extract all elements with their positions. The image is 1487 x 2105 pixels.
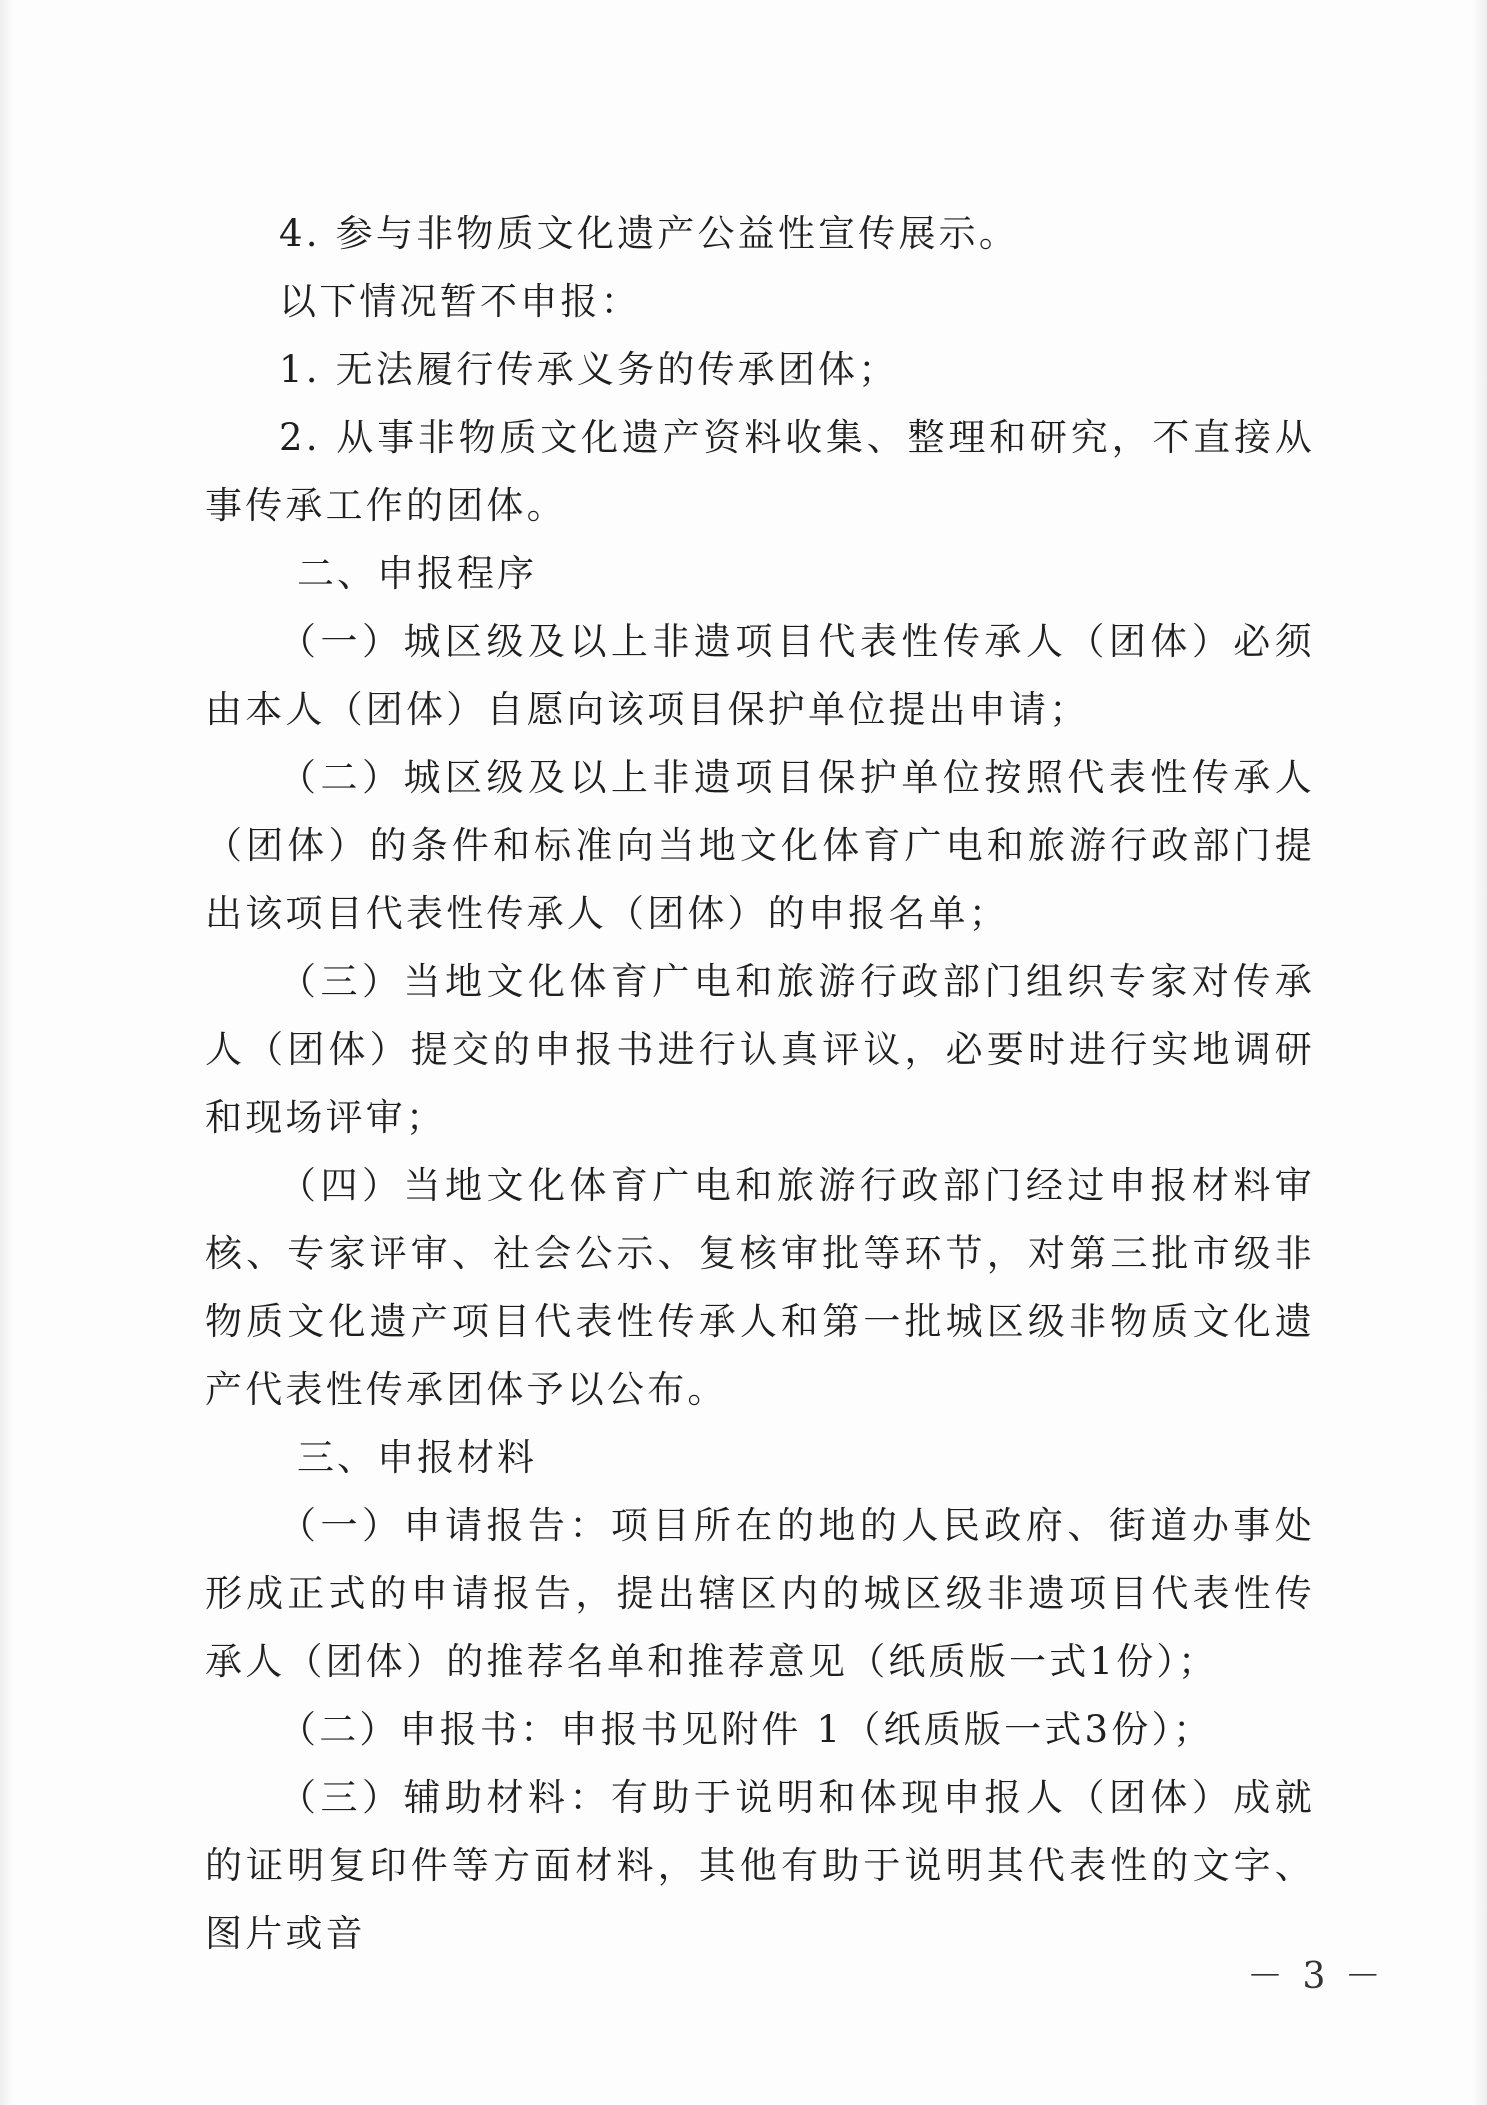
paragraph-exclusion-2: 2. 从事非物质文化遗产资料收集、整理和研究，不直接从事传承工作的团体。	[205, 416, 1315, 527]
paragraph-procedure-4: （四）当地文化体育广电和旅游行政部门经过申报材料审核、专家评审、社会公示、复核审批等环节，对第三批市级非物质文化遗产项目代表性传承人和第一批城区级非物质文化遗产代表性传承团体予以公布。	[205, 1164, 1315, 1411]
paragraph-exclusions-intro: 以下情况暂不申报：	[279, 280, 641, 323]
paragraph-procedure-3: （三）当地文化体育广电和旅游行政部门组织专家对传承人（团体）提交的申报书进行认真评议，必要时进行实地调研和现场评审；	[205, 960, 1315, 1139]
paragraph-materials-2: （二）申报书：申报书见附件 1（纸质版一式3份）；	[279, 1708, 1214, 1751]
section-heading-procedure: 二、申报程序	[297, 552, 537, 595]
paragraph-materials-3: （三）辅助材料：有助于说明和体现申报人（团体）成就的证明复印件等方面材料，其他有助于说明其代表性的文字、图片或音	[205, 1776, 1315, 1955]
page-number: － 3 －	[1247, 1956, 1385, 1997]
scan-edge-left	[0, 0, 14, 2105]
paragraph-exclusion-1: 1. 无法履行传承义务的传承团体；	[279, 348, 899, 391]
paragraph-materials-1: （一）申请报告：项目所在的地的人民政府、街道办事处形成正式的申请报告，提出辖区内的城区级非遗项目代表性传承人（团体）的推荐名单和推荐意见（纸质版一式1份）；	[205, 1504, 1315, 1683]
paragraph-procedure-1: （一）城区级及以上非遗项目代表性传承人（团体）必须由本人（团体）自愿向该项目保护单位提出申请；	[205, 620, 1315, 731]
paragraph-item-4: 4. 参与非物质文化遗产公益性宣传展示。	[279, 212, 1020, 255]
paragraph-procedure-2: （二）城区级及以上非遗项目保护单位按照代表性传承人（团体）的条件和标准向当地文化体育广电和旅游行政部门提出该项目代表性传承人（团体）的申报名单；	[205, 756, 1315, 935]
scan-edge-right	[1473, 0, 1487, 2105]
document-body	[205, 200, 1315, 1968]
section-heading-materials: 三、申报材料	[297, 1436, 537, 1479]
